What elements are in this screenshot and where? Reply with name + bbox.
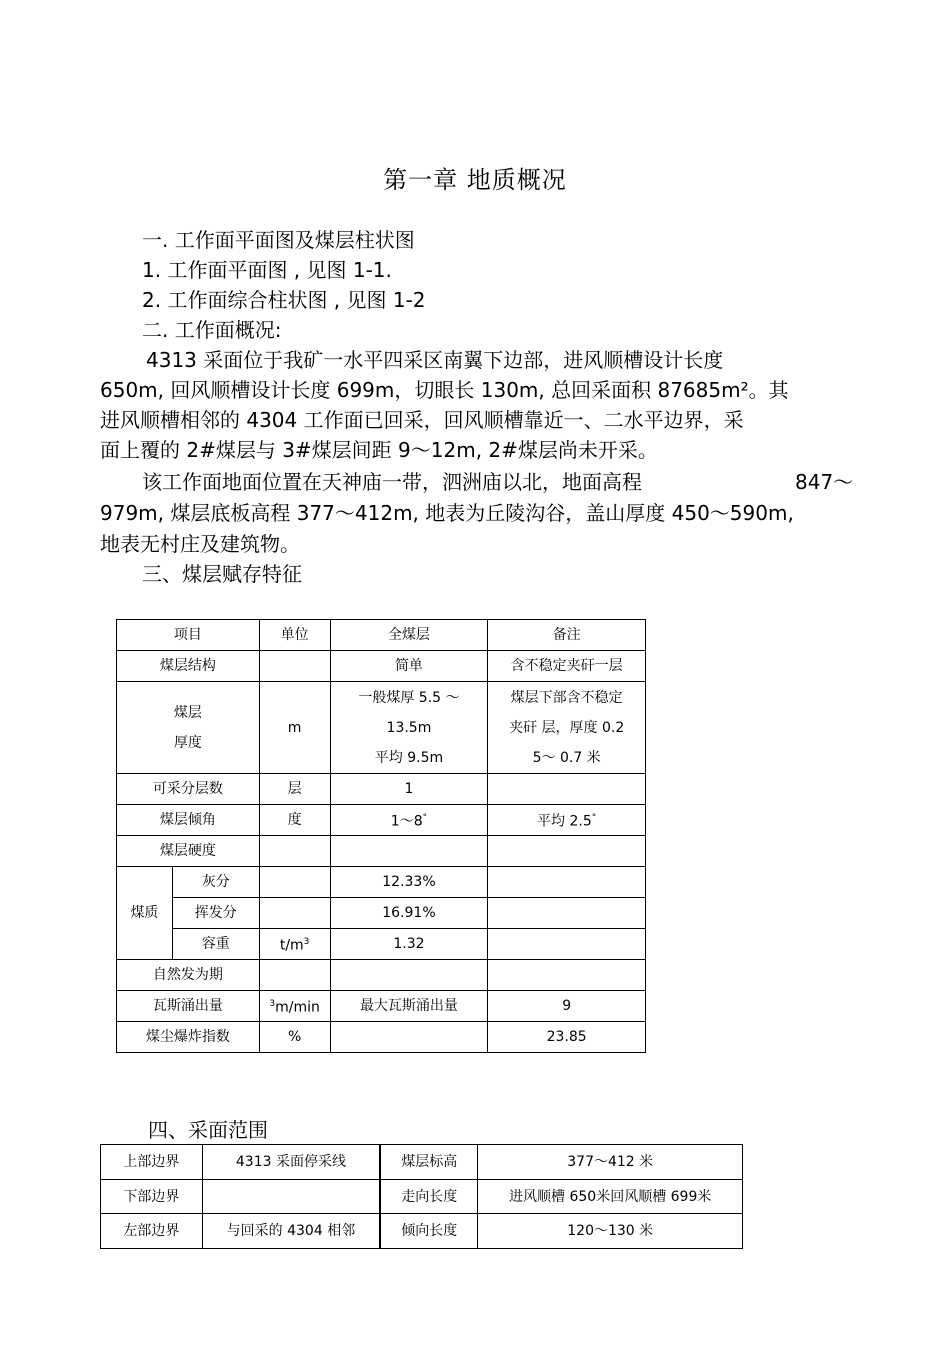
label-line: 煤层	[173, 704, 202, 721]
section2-heading: 二. 工作面概况:	[142, 318, 282, 342]
table-row	[117, 867, 646, 898]
note-line: 煤层下部含不稳定	[510, 689, 623, 706]
section1-heading: 一. 工作面平面图及煤层柱状图	[142, 228, 415, 252]
row-value	[330, 960, 488, 991]
row-value: 1	[330, 774, 488, 805]
table-header-row	[117, 620, 646, 651]
table-row	[117, 960, 646, 991]
boundary-value	[202, 1180, 380, 1214]
paragraph2-line1-end: 847～	[795, 470, 854, 494]
section1-item1: 1. 工作面平面图 , 见图 1-1.	[142, 258, 392, 282]
boundary-label: 左部边界	[101, 1214, 203, 1249]
boundary-value: 4313 采面停采线	[202, 1145, 380, 1180]
boundary-label: 下部边界	[101, 1180, 203, 1214]
table-row	[117, 836, 646, 867]
row-note	[488, 682, 646, 774]
row-label: 煤尘爆炸指数	[117, 1022, 260, 1053]
dip-value: 1～8	[390, 813, 423, 830]
row-unit	[259, 929, 330, 960]
row-label: 挥发分	[172, 898, 259, 929]
row-unit	[259, 991, 330, 1022]
row-unit	[259, 651, 330, 682]
note-line: 夹矸 层，厚度 0.2	[509, 719, 625, 736]
attribute-value: 377～412 米	[478, 1145, 743, 1180]
header-item: 项目	[117, 620, 260, 651]
dip-note: 平均 2.5	[537, 813, 592, 830]
row-unit	[259, 898, 330, 929]
table-row	[117, 991, 646, 1022]
row-note: 23.85	[488, 1022, 646, 1053]
table-row	[117, 898, 646, 929]
mining-range-table	[100, 1144, 743, 1249]
coal-quality-label: 煤质	[117, 867, 173, 960]
row-unit: 层	[259, 774, 330, 805]
row-label: 煤层硬度	[117, 836, 260, 867]
superscript: 3	[303, 937, 310, 948]
paragraph1-line2: 650m, 回风顺槽设计长度 699m，切眼长 130m, 总回采面积 87685m²。其	[100, 378, 789, 402]
paragraph2-line1: 该工作面地面位置在天神庙一带，泗洲庙以北，地面高程	[142, 470, 642, 494]
row-value	[330, 682, 488, 774]
row-note	[488, 774, 646, 805]
row-note: 含不稳定夹矸一层	[488, 651, 646, 682]
page-title: 第一章 地质概况	[383, 166, 567, 194]
row-note	[488, 836, 646, 867]
attribute-value: 120～130 米	[478, 1214, 743, 1249]
gas-unit: m/min	[275, 999, 320, 1016]
row-label: 自然发为期	[117, 960, 260, 991]
header-full-seam: 全煤层	[330, 620, 488, 651]
row-unit: 度	[259, 805, 330, 836]
density-unit: t/m	[279, 937, 304, 954]
coal-seam-table	[116, 619, 646, 1053]
attribute-label: 走向长度	[380, 1180, 478, 1214]
boundary-label: 上部边界	[101, 1145, 203, 1180]
section4-heading: 四、采面范围	[148, 1118, 268, 1142]
row-unit	[259, 960, 330, 991]
row-label: 煤层结构	[117, 651, 260, 682]
section3-heading: 三、煤层赋存特征	[142, 562, 302, 586]
header-note: 备注	[488, 620, 646, 651]
row-note	[488, 805, 646, 836]
row-unit: m	[259, 682, 330, 774]
row-label: 可采分层数	[117, 774, 260, 805]
row-value: 最大瓦斯涌出量	[330, 991, 488, 1022]
boundary-value: 与回采的 4304 相邻	[202, 1214, 380, 1249]
paragraph1-line1: 4313 采面位于我矿一水平四采区南翼下边部，进风顺槽设计长度	[146, 348, 724, 372]
row-value: 16.91%	[330, 898, 488, 929]
row-value: 12.33%	[330, 867, 488, 898]
row-value: 简单	[330, 651, 488, 682]
paragraph2-line3: 地表无村庄及建筑物。	[100, 532, 300, 556]
superscript: 3	[269, 999, 276, 1010]
table-row	[117, 774, 646, 805]
row-label: 瓦斯涌出量	[117, 991, 260, 1022]
paragraph1-line3: 进风顺槽相邻的 4304 工作面已回采，回风顺槽靠近一、二水平边界，采	[100, 408, 744, 432]
value-line: 13.5m	[386, 719, 432, 736]
row-label: 容重	[172, 929, 259, 960]
row-value	[330, 1022, 488, 1053]
row-unit	[259, 867, 330, 898]
row-label: 灰分	[172, 867, 259, 898]
row-note	[488, 929, 646, 960]
label-line: 厚度	[173, 734, 202, 751]
section1-item2: 2. 工作面综合柱状图 , 见图 1-2	[142, 288, 426, 312]
row-label: 煤层倾角	[117, 805, 260, 836]
row-note: 9	[488, 991, 646, 1022]
row-value	[330, 805, 488, 836]
table-row	[117, 805, 646, 836]
attribute-label: 煤层标高	[380, 1145, 478, 1180]
table-row	[117, 682, 646, 774]
row-note	[488, 960, 646, 991]
row-unit	[259, 836, 330, 867]
row-note	[488, 898, 646, 929]
value-line: 平均 9.5m	[374, 749, 444, 766]
attribute-label: 倾向长度	[380, 1214, 478, 1249]
row-value: 1.32	[330, 929, 488, 960]
attribute-value: 进风顺槽 650米回风顺槽 699米	[478, 1180, 743, 1214]
header-unit: 单位	[259, 620, 330, 651]
table-row	[101, 1180, 743, 1214]
paragraph1-line4: 面上覆的 2#煤层与 3#煤层间距 9～12m, 2#煤层尚未开采。	[100, 438, 658, 462]
table-row	[117, 1022, 646, 1053]
row-label	[117, 682, 260, 774]
degree-mark: °	[591, 813, 597, 824]
value-line: 一般煤厚 5.5 ～	[358, 689, 460, 706]
row-note	[488, 867, 646, 898]
table-row	[101, 1214, 743, 1249]
table-row	[117, 651, 646, 682]
table-row	[117, 929, 646, 960]
row-unit: %	[259, 1022, 330, 1053]
note-line: 5～ 0.7 米	[532, 749, 601, 766]
degree-mark: °	[422, 813, 428, 824]
paragraph2-line2: 979m, 煤层底板高程 377～412m, 地表为丘陵沟谷，盖山厚度 450～590m,	[100, 501, 794, 525]
table-row	[101, 1145, 743, 1180]
row-value	[330, 836, 488, 867]
